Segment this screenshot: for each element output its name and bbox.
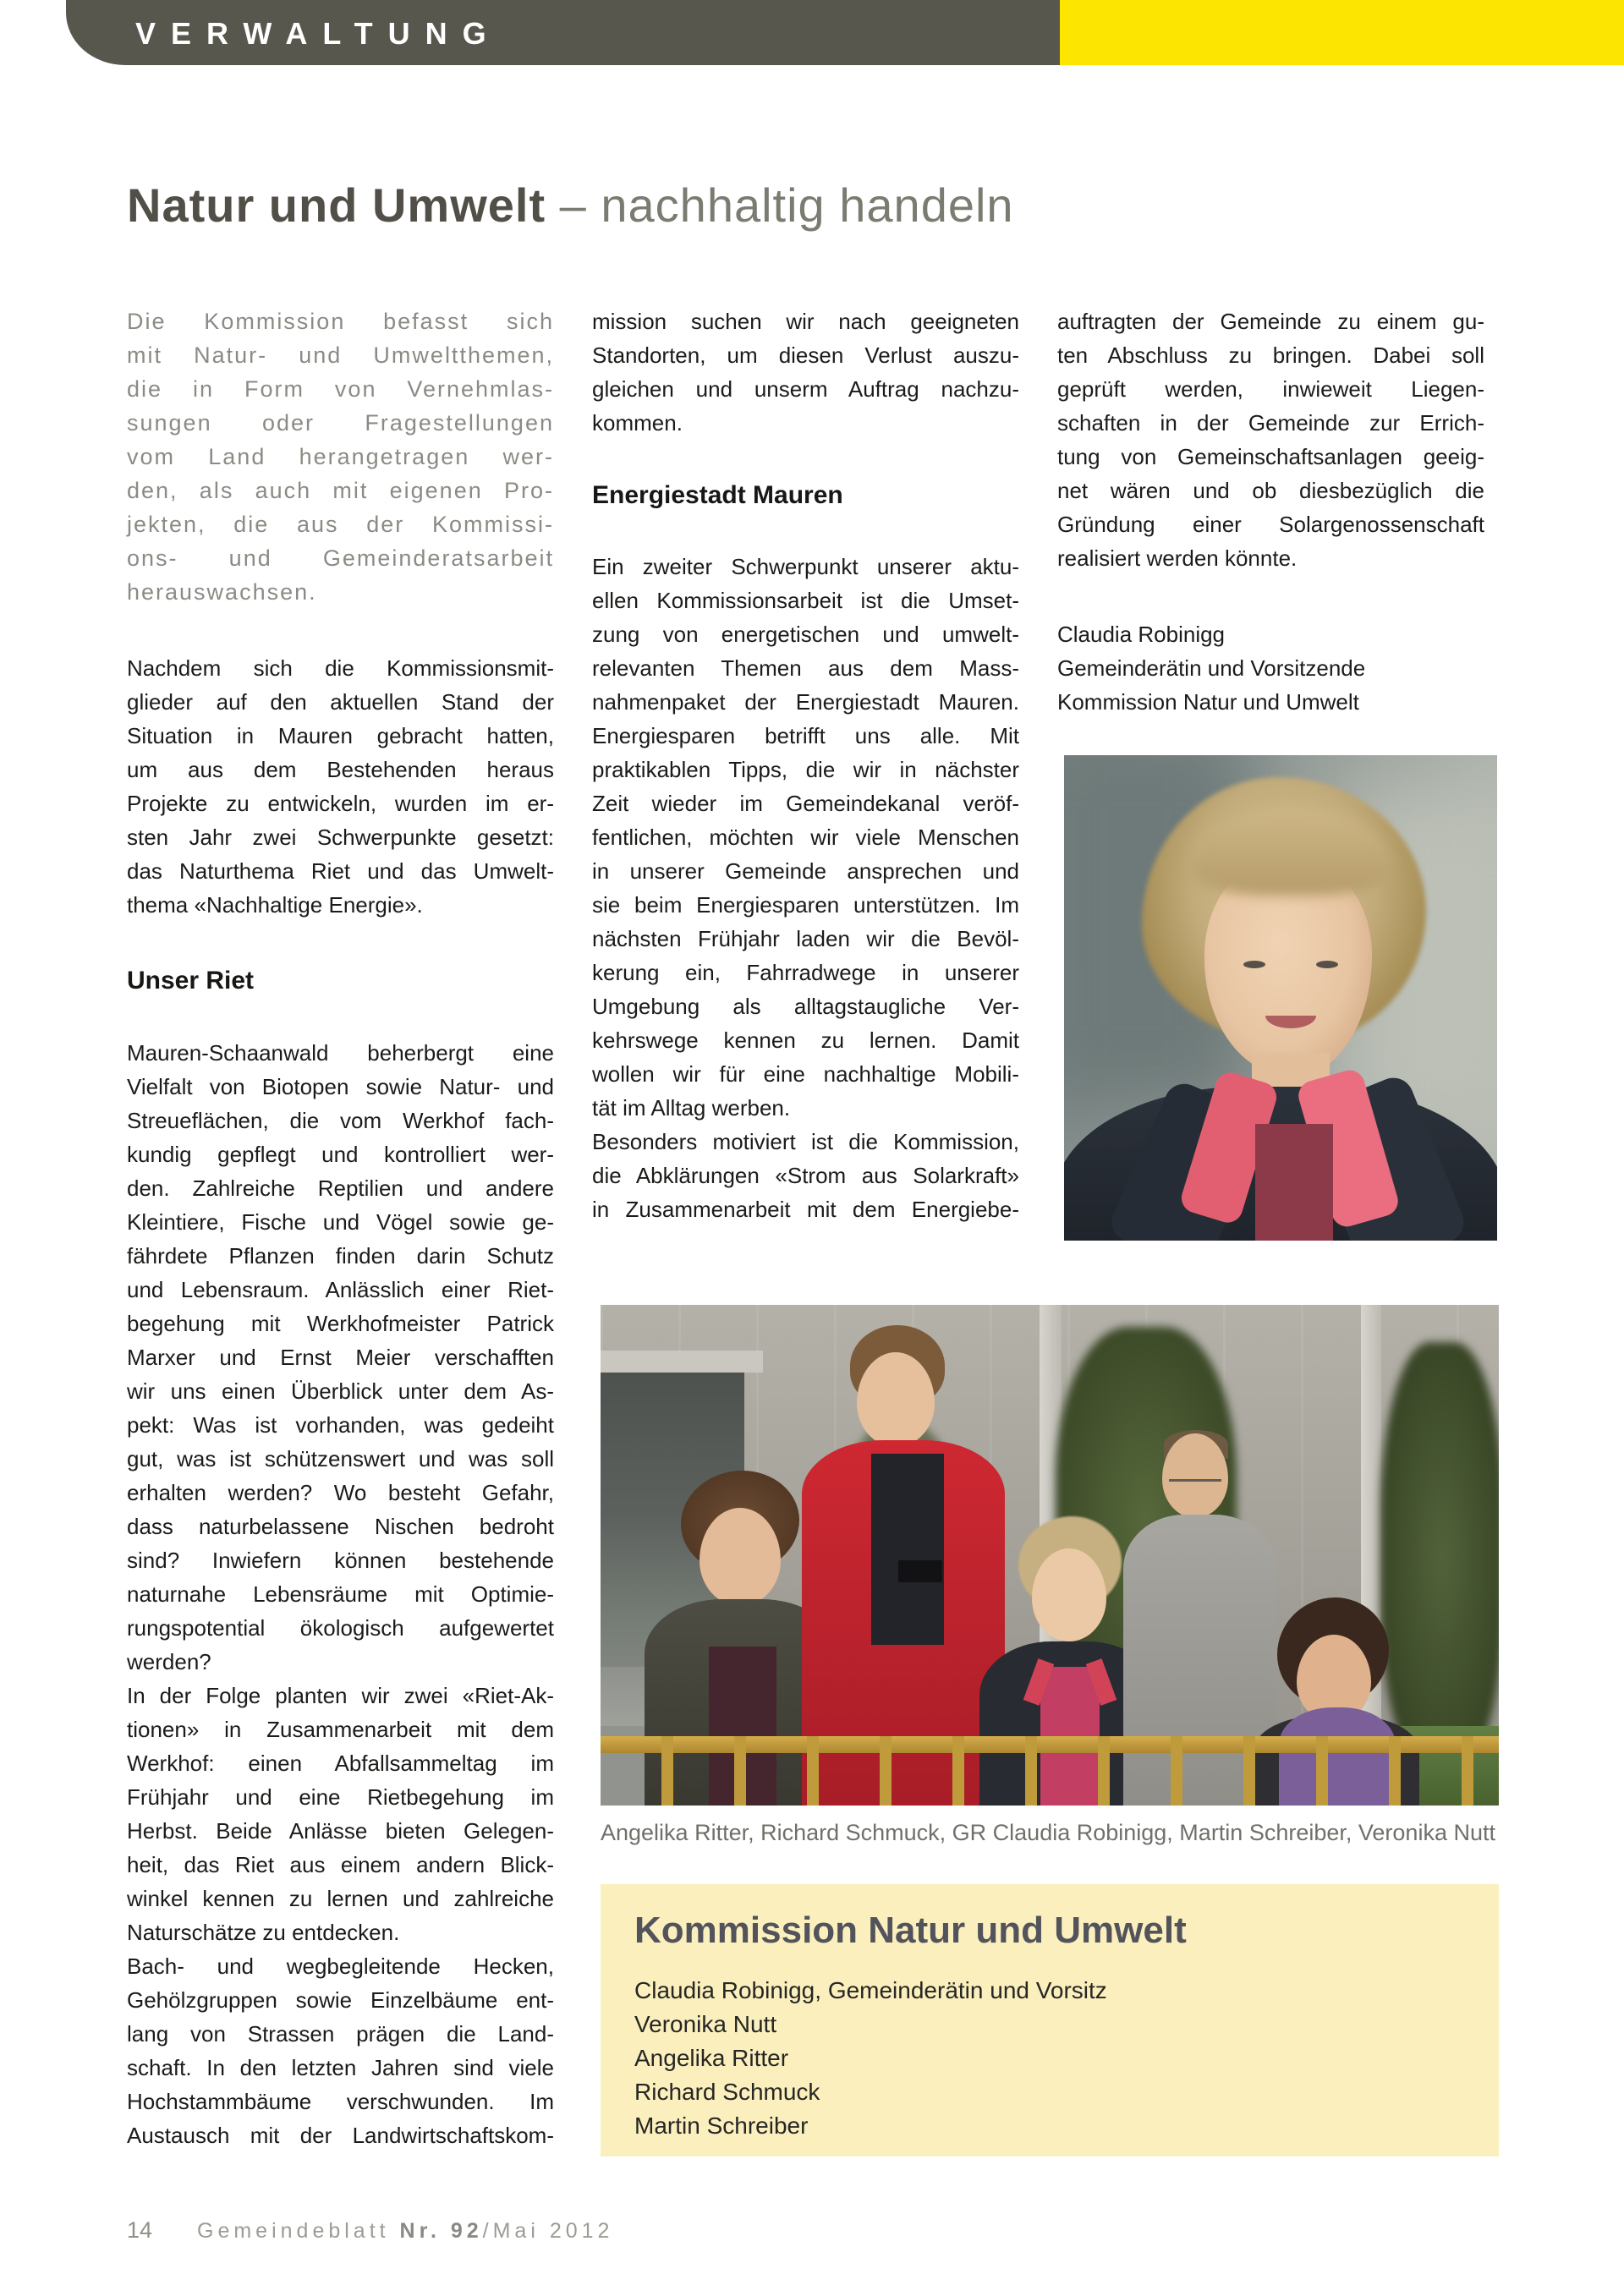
portrait-photo [1064, 755, 1497, 1241]
body-line: rungspotential ökologisch aufgewertet [127, 1615, 554, 1641]
commission-member: Claudia Robinigg, Gemeinderätin und Vorsitz [634, 1977, 1107, 2003]
richard-inner-shirt [871, 1454, 944, 1645]
fence-posts [601, 1736, 1499, 1806]
body-line: Streueflächen, die vom Werkhof fach- [127, 1108, 554, 1133]
body-line: den. Zahlreiche Reptilien und andere [127, 1175, 554, 1201]
heading-energiestadt-mauren: Energiestadt Mauren [592, 481, 843, 509]
body-line: tät im Alltag werben. [592, 1095, 791, 1121]
page-title [127, 178, 1014, 233]
body-line: tung von Gemeinschaftsanlagen geeig- [1057, 444, 1484, 469]
commission-member: Veronika Nutt [634, 2011, 777, 2037]
page-title-main: Natur und Umwelt [127, 178, 546, 232]
body-line: kehrswege kennen zu lernen. Damit [592, 1027, 1019, 1053]
body-line: fentlichen, möchten wir viele Menschen [592, 825, 1019, 850]
lead-line: mit Natur- und Umweltthemen, [127, 342, 554, 368]
commission-member: Richard Schmuck [634, 2079, 820, 2105]
col1-paragraph-2a [127, 1036, 554, 1679]
body-line: praktikablen Tipps, die wir in nächster [592, 757, 1019, 782]
byline-line: Gemeinderätin und Vorsitzende [1057, 655, 1366, 681]
martin-glasses [1169, 1479, 1221, 1482]
col1-paragraph-1 [127, 651, 554, 922]
body-line: in Zusammenarbeit mit dem Energiebe- [592, 1197, 1019, 1222]
page-title-subtitle: – nachhaltig handeln [546, 178, 1014, 232]
portrait-blouse [1255, 1124, 1333, 1241]
body-line: Ein zweiter Schwerpunkt unserer aktu- [592, 554, 1019, 579]
portrait-left-eye [1243, 961, 1265, 968]
body-line: schaft. In den letzten Jahren sind viele [127, 2055, 554, 2080]
body-line: sie beim Energiesparen unterstützen. Im [592, 892, 1019, 918]
issue-number: Nr. 92 [399, 2219, 483, 2243]
body-line: ellen Kommissionsarbeit ist die Umset- [592, 588, 1019, 613]
body-line: geprüft werden, inwieweit Liegen- [1057, 376, 1484, 402]
body-line: pekt: Was ist vorhanden, was gedeiht [127, 1412, 554, 1438]
text-column-3 [1057, 304, 1484, 719]
info-box-heading: Kommission Natur und Umwelt [634, 1910, 1187, 1951]
page-number: 14 [127, 2217, 153, 2243]
col3-paragraph-1 [1057, 304, 1484, 575]
group-foliage-right [1380, 1342, 1499, 1773]
col2-paragraph-2b [592, 1125, 1019, 1226]
body-line: tionen» in Zusammenarbeit mit dem [127, 1717, 554, 1742]
body-line: wollen wir für eine nachhaltige Mobili- [592, 1061, 1019, 1087]
text-column-2 [592, 304, 1019, 1226]
portrait-right-eye [1316, 961, 1338, 968]
lead-line: herauswachsen. [127, 579, 317, 605]
body-line: In der Folge planten wir zwei «Riet-Ak- [127, 1683, 554, 1708]
body-line: gleichen und unserm Auftrag nachzu- [592, 376, 1019, 402]
group-photo [601, 1305, 1499, 1806]
body-line: kundig gepflegt und kontrolliert wer- [127, 1142, 554, 1167]
body-line: Vielfalt von Biotopen sowie Natur- und [127, 1074, 554, 1099]
page-footer [127, 2217, 1480, 2244]
journal-title [197, 2219, 613, 2243]
body-line: kerung ein, Fahrradwege in unserer [592, 960, 1019, 985]
body-line: in unserer Gemeinde ansprechen und [592, 858, 1019, 884]
body-line: mission suchen wir nach geeigneten [592, 309, 1019, 334]
body-line: zung von energetischen und umwelt- [592, 622, 1019, 647]
body-line: wir uns einen Überblick unter dem As- [127, 1378, 554, 1404]
body-line: und Lebensraum. Anlässlich einer Riet- [127, 1277, 554, 1302]
body-line: gut, was ist schützenswert und was soll [127, 1446, 554, 1471]
claudia-face [1032, 1548, 1106, 1641]
body-line: net wären und ob diesbezüglich die [1057, 478, 1484, 503]
body-line: Herbst. Beide Anlässe bieten Gelegen- [127, 1818, 554, 1844]
issue-date: /Mai 2012 [482, 2219, 614, 2243]
body-line: Austausch mit der Landwirtschaftskom- [127, 2123, 554, 2148]
body-line: ten Abschluss zu bringen. Dabei soll [1057, 342, 1484, 368]
lead-line: jekten, die aus der Kommissi- [127, 512, 554, 537]
col1-paragraph-2b [127, 1679, 554, 1949]
body-line: um aus dem Bestehenden heraus [127, 757, 554, 782]
body-line: glieder auf den aktuellen Stand der [127, 689, 554, 715]
body-line: heit, das Riet aus einem andern Blick- [127, 1852, 554, 1877]
body-line: realisiert werden könnte. [1057, 545, 1298, 571]
lead-line: ons- und Gemeinderatsarbeit [127, 545, 554, 571]
col1-paragraph-2c [127, 1949, 554, 2152]
commission-member: Angelika Ritter [634, 2045, 789, 2071]
body-line: begehung mit Werkhofmeister Patrick [127, 1311, 554, 1336]
body-line: nächsten Frühjahr laden wir die Bevöl- [592, 926, 1019, 951]
body-line: Kleintiere, Fische und Vögel sowie ge- [127, 1209, 554, 1235]
body-line: winkel kennen zu lernen und zahlreiche [127, 1886, 554, 1911]
body-line: Nachdem sich die Kommissionsmit- [127, 655, 554, 681]
body-line: das Naturthema Riet und das Umwelt- [127, 858, 554, 884]
body-line: sind? Inwiefern können bestehende [127, 1548, 554, 1573]
lead-line: sungen oder Fragestellungen [127, 410, 554, 436]
group-underpass-beam [601, 1351, 763, 1373]
body-line: Mauren-Schaanwald beherbergt eine [127, 1040, 554, 1066]
body-line: relevanten Themen aus dem Mass- [592, 655, 1019, 681]
commission-info-box [601, 1884, 1499, 2156]
body-line: Besonders motiviert ist die Kommission, [592, 1129, 1019, 1154]
body-line: kommen. [592, 410, 683, 436]
lead-line: die in Form von Vernehmlas- [127, 376, 554, 402]
commission-member: Martin Schreiber [634, 2112, 809, 2139]
journal-name: Gemeindeblatt [197, 2219, 400, 2243]
body-line: nahmenpaket der Energiestadt Mauren. [592, 689, 1019, 715]
body-line: Standorten, um diesen Verlust auszu- [592, 342, 1019, 368]
body-line: fährdete Pflanzen finden darin Schutz [127, 1243, 554, 1269]
body-line: dass naturbelassene Nischen bedroht [127, 1514, 554, 1539]
body-line: die Abklärungen «Strom aus Solarkraft» [592, 1163, 1019, 1188]
body-line: lang von Strassen prägen die Land- [127, 2021, 554, 2047]
body-line: naturnahe Lebensräume mit Optimie- [127, 1581, 554, 1607]
body-line: erhalten werden? Wo besteht Gefahr, [127, 1480, 554, 1505]
body-line: Gehölzgruppen sowie Einzelbäume ent- [127, 1987, 554, 2013]
body-line: auftragten der Gemeinde zu einem gu- [1057, 309, 1484, 334]
text-column-1 [127, 304, 554, 2152]
body-line: Naturschätze zu entdecken. [127, 1920, 400, 1945]
group-photo-caption: Angelika Ritter, Richard Schmuck, GR Claudia Robinigg, Martin Schreiber, Veronika Nutt [601, 1820, 1495, 1845]
body-line: Gründung einer Solargenossenschaft [1057, 512, 1484, 537]
richard-jacket-badge [898, 1560, 942, 1582]
body-line: sten Jahr zwei Schwerpunkte gesetzt: [127, 825, 554, 850]
col2-paragraph-2a [592, 550, 1019, 1125]
byline-line: Claudia Robinigg [1057, 622, 1226, 647]
heading-unser-riet: Unser Riet [127, 967, 255, 995]
body-line: thema «Nachhaltige Energie». [127, 892, 423, 918]
body-line: Situation in Mauren gebracht hatten, [127, 723, 554, 748]
martin-face [1162, 1433, 1228, 1518]
body-line: Umgebung als alltagstaugliche Ver- [592, 994, 1019, 1019]
body-line: Frühjahr und eine Rietbegehung im [127, 1784, 554, 1810]
lead-line: Die Kommission befasst sich [127, 309, 554, 334]
body-line: Werkhof: einen Abfallsammeltag im [127, 1751, 554, 1776]
body-line: Bach- und wegbegleitende Hecken, [127, 1954, 554, 1979]
lead-paragraph [127, 304, 554, 609]
richard-face [857, 1352, 935, 1447]
author-byline [1057, 617, 1484, 719]
angelika-face [700, 1508, 781, 1606]
body-line: Projekte zu entwickeln, wurden im er- [127, 791, 554, 816]
byline-line: Kommission Natur und Umwelt [1057, 689, 1359, 715]
commission-member-list [634, 1972, 1465, 2141]
body-line: Hochstammbäume verschwunden. Im [127, 2089, 554, 2114]
body-line: Zeit wieder im Gemeindekanal veröf- [592, 791, 1019, 816]
body-line: Marxer und Ernst Meier verschafften [127, 1345, 554, 1370]
lead-line: den, als auch mit eigenen Pro- [127, 478, 554, 503]
body-line: schaften in der Gemeinde zur Errich- [1057, 410, 1484, 436]
body-line: werden? [127, 1649, 211, 1674]
lead-line: vom Land herangetragen wer- [127, 444, 554, 469]
section-label: VERWALTUNG [135, 16, 502, 51]
col2-paragraph-1 [592, 304, 1019, 440]
body-line: Energiesparen betrifft uns alle. Mit [592, 723, 1019, 748]
accent-yellow-block [1060, 0, 1624, 65]
